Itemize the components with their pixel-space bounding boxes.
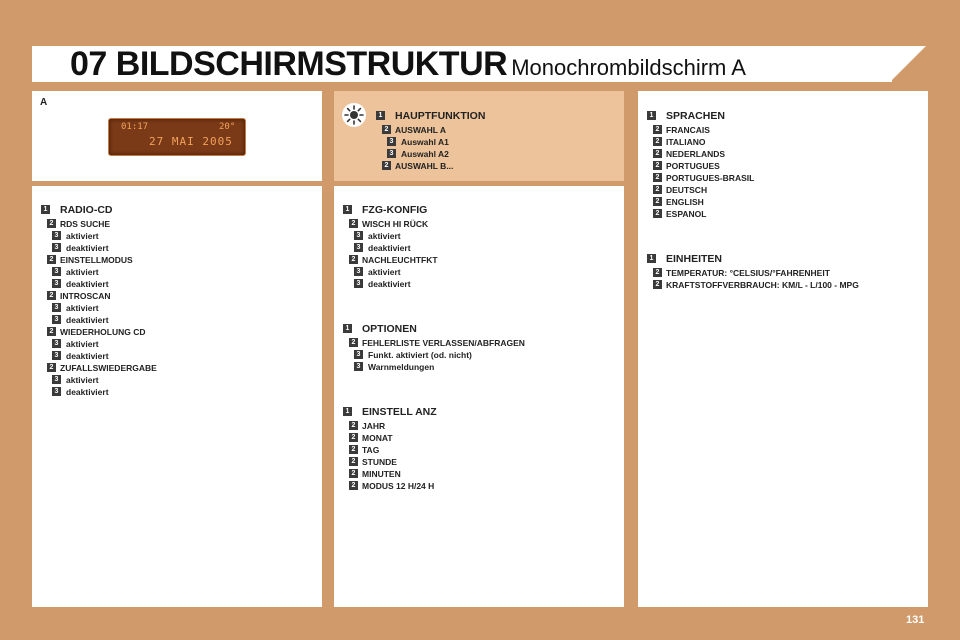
- level-badge: 3: [52, 279, 61, 288]
- level-badge: 2: [653, 161, 662, 170]
- level-badge: 1: [41, 205, 50, 214]
- page-title-main: 07 BILDSCHIRMSTRUKTUR: [70, 45, 508, 83]
- level-badge: 2: [382, 161, 391, 170]
- menu-item-label: Warnmeldungen: [368, 362, 435, 372]
- menu-item-label: INTROSCAN: [60, 291, 111, 301]
- level-badge: 2: [653, 268, 662, 277]
- menu-item-label: aktiviert: [66, 267, 99, 277]
- menu-item-label: JAHR: [362, 421, 386, 431]
- page-number: 131: [906, 614, 925, 626]
- level-badge: 3: [354, 267, 363, 276]
- level-badge: 2: [653, 173, 662, 182]
- menu-item-label: MINUTEN: [362, 469, 401, 479]
- page-title: [70, 44, 746, 91]
- menu-item-label: aktiviert: [66, 339, 99, 349]
- level-badge: 3: [52, 375, 61, 384]
- level-badge: 3: [52, 387, 61, 396]
- level-badge: 2: [349, 445, 358, 454]
- sun-icon: [341, 102, 367, 128]
- menu-item-label: aktiviert: [66, 231, 99, 241]
- menu-item-label: EINHEITEN: [666, 253, 723, 265]
- menu-item-label: NACHLEUCHTFKT: [362, 255, 438, 265]
- level-badge: 3: [52, 231, 61, 240]
- menu-item-label: PORTUGUES-BRASIL: [666, 173, 755, 183]
- level-badge: 1: [647, 254, 656, 263]
- level-badge: 2: [349, 255, 358, 264]
- level-badge: 2: [653, 185, 662, 194]
- menu-item-label: AUSWAHL B...: [395, 161, 454, 171]
- display-date: 27 MAI 2005: [149, 135, 233, 148]
- level-badge: 3: [52, 351, 61, 360]
- level-badge: 2: [653, 125, 662, 134]
- panel-hauptfunktion: [334, 91, 624, 181]
- menu-item-label: TAG: [362, 445, 380, 455]
- page-title-sub: Monochrombildschirm A: [511, 55, 746, 80]
- display-temperature: 20°: [219, 122, 236, 132]
- level-badge: 1: [343, 324, 352, 333]
- title-band-tip: [890, 46, 926, 82]
- menu-item-label: Funkt. aktiviert (od. nicht): [368, 350, 472, 360]
- level-badge: 2: [349, 219, 358, 228]
- menu-item-label: deaktiviert: [368, 243, 411, 253]
- level-badge: 3: [387, 137, 396, 146]
- level-badge: 3: [52, 339, 61, 348]
- menu-item-label: deaktiviert: [66, 315, 109, 325]
- menu-item-label: aktiviert: [66, 303, 99, 313]
- level-badge: 3: [52, 315, 61, 324]
- menu-item-label: deaktiviert: [66, 279, 109, 289]
- menu-item-label: Auswahl A2: [401, 149, 449, 159]
- menu-item-label: STUNDE: [362, 457, 397, 467]
- menu-item-label: deaktiviert: [66, 243, 109, 253]
- menu-item-label: aktiviert: [368, 231, 401, 241]
- menu-item-label: deaktiviert: [368, 279, 411, 289]
- menu-item-label: KRAFTSTOFFVERBRAUCH: KM/L - L/100 - MPG: [666, 280, 859, 290]
- level-badge: 1: [376, 111, 385, 120]
- level-badge: 3: [52, 243, 61, 252]
- menu-item-label: PORTUGUES: [666, 161, 720, 171]
- menu-item-label: AUSWAHL A: [395, 125, 446, 135]
- level-badge: 2: [349, 469, 358, 478]
- menu-item-label: HAUPTFUNKTION: [395, 110, 486, 122]
- level-badge: 1: [343, 205, 352, 214]
- level-badge: 2: [349, 433, 358, 442]
- level-badge: 3: [354, 243, 363, 252]
- monochrome-display: [108, 118, 246, 156]
- menu-item-label: SPRACHEN: [666, 110, 725, 122]
- level-badge: 2: [349, 457, 358, 466]
- level-badge: 2: [349, 481, 358, 490]
- menu-item-label: RDS SUCHE: [60, 219, 111, 229]
- level-badge: 3: [354, 279, 363, 288]
- level-badge: 2: [653, 149, 662, 158]
- display-time: 01:17: [121, 122, 149, 132]
- menu-item-label: ENGLISH: [666, 197, 704, 207]
- menu-item-label: FEHLERLISTE VERLASSEN/ABFRAGEN: [362, 338, 525, 348]
- menu-item-label: DEUTSCH: [666, 185, 708, 195]
- menu-item-label: WIEDERHOLUNG CD: [60, 327, 146, 337]
- level-badge: 3: [52, 267, 61, 276]
- level-badge: 2: [47, 291, 56, 300]
- menu-item-label: ESPANOL: [666, 209, 707, 219]
- level-badge: 2: [47, 219, 56, 228]
- level-badge: 1: [343, 407, 352, 416]
- level-badge: 2: [653, 280, 662, 289]
- display-label: A: [40, 97, 48, 108]
- menu-item-label: MODUS 12 H/24 H: [362, 481, 435, 491]
- level-badge: 2: [47, 363, 56, 372]
- level-badge: 2: [653, 137, 662, 146]
- menu-item-label: EINSTELLMODUS: [60, 255, 133, 265]
- menu-item-label: deaktiviert: [66, 387, 109, 397]
- menu-item-label: Auswahl A1: [401, 137, 449, 147]
- menu-item-label: deaktiviert: [66, 351, 109, 361]
- menu-item-label: FRANCAIS: [666, 125, 710, 135]
- level-badge: 2: [382, 125, 391, 134]
- level-badge: 3: [354, 231, 363, 240]
- level-badge: 2: [653, 197, 662, 206]
- menu-item-label: EINSTELL ANZ: [362, 406, 437, 418]
- menu-item-label: TEMPERATUR: °CELSIUS/°FAHRENHEIT: [666, 268, 830, 278]
- level-badge: 3: [52, 303, 61, 312]
- menu-item-label: WISCH HI RÜCK: [362, 219, 429, 229]
- menu-item-label: NEDERLANDS: [666, 149, 726, 159]
- menu-item-label: FZG-KONFIG: [362, 204, 428, 216]
- level-badge: 2: [47, 255, 56, 264]
- menu-item-label: RADIO-CD: [60, 204, 113, 216]
- menu-item-label: OPTIONEN: [362, 323, 417, 335]
- level-badge: 2: [47, 327, 56, 336]
- menu-item-label: aktiviert: [368, 267, 401, 277]
- level-badge: 3: [354, 350, 363, 359]
- level-badge: 1: [647, 111, 656, 120]
- menu-item-label: ZUFALLSWIEDERGABE: [60, 363, 157, 373]
- level-badge: 2: [349, 421, 358, 430]
- menu-item-label: ITALIANO: [666, 137, 706, 147]
- menu-item-label: MONAT: [362, 433, 393, 443]
- level-badge: 3: [387, 149, 396, 158]
- level-badge: 2: [349, 338, 358, 347]
- level-badge: 2: [653, 209, 662, 218]
- level-badge: 3: [354, 362, 363, 371]
- menu-item-label: aktiviert: [66, 375, 99, 385]
